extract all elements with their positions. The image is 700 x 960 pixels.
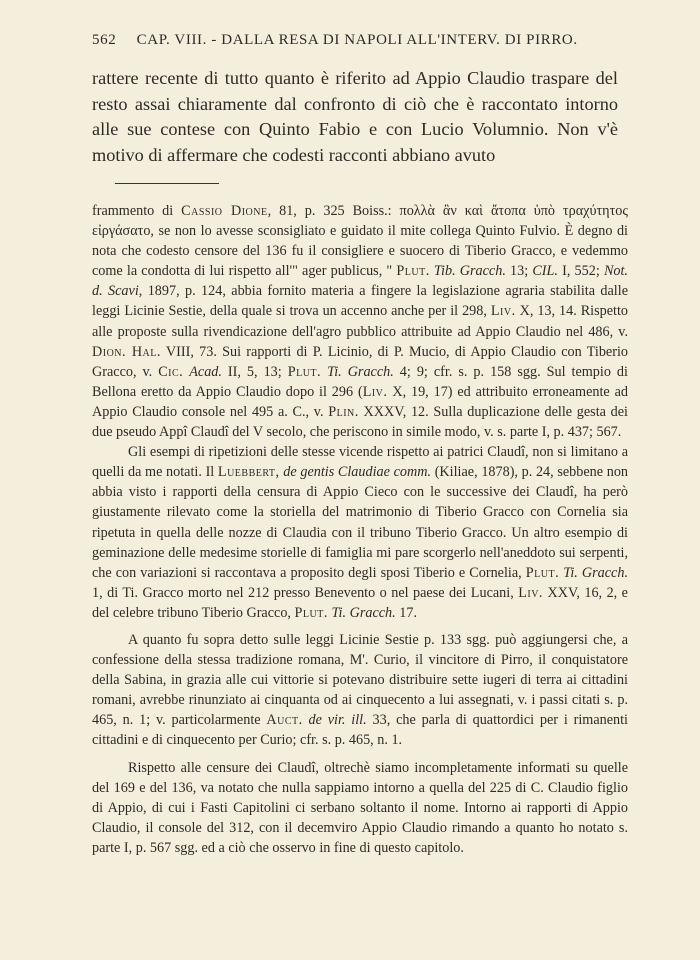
note-paragraph-4 [92,758,628,858]
author-ref: Liv. [490,303,516,320]
note-text: 13; [505,263,533,280]
author-ref: Plut. [396,263,430,280]
author-ref: Plut. [525,564,560,581]
note-text: VIII, 73. Sui rapporti di P. Licinio, di P. Mucio, di Appio Claudio con Tiberio Gracco, v. [92,343,628,380]
work-title: Tib. Gracch. [433,263,506,280]
author-ref: Liv. [518,584,543,601]
note-text: , 81, p. 325 Boiss.: πολλὰ ἂν καὶ ἄτοπα ὑπὸ τραχύτητος εἰργάσατο, se non lo avesse sconsigliato e guidato il mite collega Quinto Fulvio. È degno di nota che codesto censore del 136 fu il consigliere e suocero di Tiberio Gracco, e vedemmo come la condotta di lui rispetto all'" ager publicus, " [92,203,628,280]
note-text: XXV, 16, 2, e del celebre tribuno Tiberio Gracco, [92,584,628,621]
author-ref: Cic. [158,363,184,380]
author-ref: Dion. Hal. [92,343,161,360]
note-text: I, 552; [557,263,604,280]
note-paragraph-1 [92,201,628,442]
work-title: de gentis Claudiae comm. [283,464,432,481]
page-number: 562 [92,32,117,48]
work-title: Ti. Gracch. [327,363,394,380]
author-ref: Auct. [266,712,303,729]
work-title: Ti. Gracch. [331,604,396,621]
note-text: A quanto fu sopra detto sulle leggi Licinie Sestie p. 133 sgg. può aggiungersi che, a confessione della stessa tradizione romana, M'. Curio, il vincitore di Pirro, il conquistatore della Sabina, in grazia alle cui vittorie si potevano distribuire sette iugeri di terra ai cittadini romani, avrebbe rinunziato ai cinquanta od ai cinquecento a lui assegnati, v. i passi citati s. p. 465, n. 1; v. particolarmente [92,631,628,729]
author-ref: Plut. [294,604,328,621]
author-ref: Cassio Dione [181,203,268,219]
note-text: 1, di Ti. Gracco morto nel 212 presso Benevento o nel paese dei Lucani, [92,584,519,601]
work-title: Not. d. Scavi, [92,263,628,300]
note-text: XXXV, 12. Sulla duplicazione delle gesta dei due pseudo Appî Claudî del V secolo, che periscono in simile modo, v. s. parte I, p. 437; 567. [92,403,628,441]
note-text: 4; 9; cfr. s. p. 158 sgg. Sul tempio di Bellona eretto da Appio Claudio dopo il 296 ( [92,363,628,400]
work-title: CIL. [532,263,558,280]
work-title: Ti. Gracch. [563,564,628,581]
note-paragraph-2 [92,442,628,623]
running-header [92,32,578,49]
author-ref: Plut. [287,363,322,380]
note-paragraph-3 [92,630,628,751]
running-title: CAP. VIII. - DALLA RESA DI NAPOLI ALL'INTERV. DI PIRRO. [136,32,578,48]
note-text: X, 13, 14. Rispetto alle proposte sulla rivendicazione dell'agro pubblico attribuite ad Appio Claudio nel 486, v. [92,303,628,340]
author-ref: Plin. [328,403,359,420]
note-text: Rispetto alle censure dei Claudî, oltrechè siamo incompletamente informati su quelle del 169 e del 136, va notato che nulla sappiamo intorno a quella del 225 di C. Claudio figlio di Appio, di cui i Fasti Capitolini ci serbano soltanto il nome. Intorno ai rapporti di Appio Claudio, il console del 312, con il decemviro Appio Claudio rimando a quanto ho notato s. parte I, p. 567 sgg. ed a ciò che osservo in fine di questo capitolo. [92,759,628,856]
footnote-separator [115,183,219,184]
note-text: X, 19, 17) ed attribuito erroneamente ad Appio Claudio console nel 495 a. C., v. [92,383,628,420]
main-text [92,66,618,168]
work-title: Acad. [189,363,222,380]
work-title: de vir. ill. [308,712,367,729]
author-ref: Liv. [362,383,388,400]
author-ref: Luebbert, [217,464,280,481]
note-text: Gli esempi di ripetizioni delle stesse vicende rispetto ai patrici Claudî, non si limitano a quelli da me notati. Il [92,444,628,481]
note-text: II, 5, 13; [221,363,288,380]
main-paragraph: rattere recente di tutto quanto è riferito ad Appio Claudio traspare del resto assai chiaramente dal confronto di ciò che è raccontato intorno alle sue contese con Quinto Fabio e con Lucio Volumnio. Non v'è motivo di affermare che codesti racconti abbiano avuto [92,68,618,165]
footnotes [92,201,628,858]
note-text: (Kiliae, 1878), p. 24, sebbene non abbia visto i rapporti della censura di Appio Cieco con le successive dei Claudî, ha però giustamente rilevato come la storiella del matrimonio di Tiberio Gracco con Cornelia sia ripetuta in quella delle nozze di Claudia con il tribuno Tiberio Gracco. Un altro esempio di geminazione delle medesime storielle di famiglia mi pare scorgerlo nell'aneddoto sui serpenti, che con variazioni si raccontava a proposito degli sposi Tiberio e Cornelia, [92,464,629,581]
note-text: 17. [395,604,417,621]
note-text: 33, che parla di quattordici per i rimanenti cittadini e di cinquecento per Curio; cfr. s. p. 465, n. 1. [92,712,628,749]
note-text: frammento di [92,203,182,219]
note-text: 1897, p. 124, abbia fornito materia a fingere la legislazione agraria stabilita dalle leggi Licinie Sestie, della quale si trova un accenno anche per il 298, [92,283,628,320]
